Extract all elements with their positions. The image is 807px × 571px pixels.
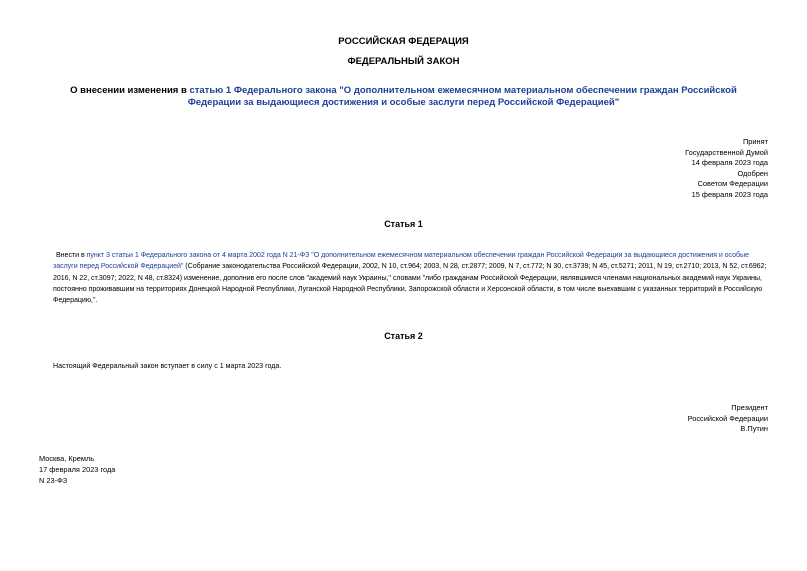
signature-line: В.Путин xyxy=(740,424,768,433)
adoption-line: Государственной Думой xyxy=(685,147,768,157)
adoption-line: 15 февраля 2023 года xyxy=(691,189,768,199)
article-1-text xyxy=(53,250,769,306)
article-1-heading: Статья 1 xyxy=(384,219,423,229)
article-1-prefix: Внести в xyxy=(56,251,87,259)
place-line: Москва, Кремль xyxy=(39,454,95,463)
adoption-line: Одобрен xyxy=(737,168,768,178)
country-heading: РОССИЙСКАЯ ФЕДЕРАЦИЯ xyxy=(338,36,469,47)
article-1-link[interactable]: пункт 3 статьи 1 Федерального закона от 4 марта 2002 года N 21-ФЗ "О дополнительном ежемесячном материальном обеспечении граждан Российской Федерации за выдающиеся достижения и особые заслуги перед Российской Федерацией" xyxy=(53,251,749,271)
article-1-rest: (Собрание законодательства Российской Федерации, 2002, N 10, ст.964; 2003, N 28, ст.2877; 2009, N 7, ст.772; N 30, ст.3739; N 45, ст.5271; 2011, N 19, ст.2710; 2013, N 52, ст.6962; 2016, N 22, ст.3097; 2022, N 48, ст.8324) изменение, дополнив его после слов "академий наук Украины," словами "либо гражданам Российской Федерации, являвшимся членами национальных академий наук Украины, постоянно проживавшим на территориях Донецкой Народной Республики, Луганской Народной Республики, Запорожской области и Херсонской области, в том числе выехавшим с указанных территорий в Российскую Федерацию,". xyxy=(53,262,767,305)
law-type-heading: ФЕДЕРАЛЬНЫЙ ЗАКОН xyxy=(347,56,460,67)
signature-line: Российской Федерации xyxy=(687,413,768,423)
law-title xyxy=(50,85,757,109)
signature-line: Президент xyxy=(731,403,768,412)
date-line: 17 февраля 2023 года xyxy=(39,465,116,474)
adoption-line: Принят xyxy=(742,137,768,146)
law-title-prefix: О внесении изменения в xyxy=(70,85,190,96)
article-2-text: Настоящий Федеральный закон вступает в силу с 1 марта 2023 года. xyxy=(53,362,282,370)
signature-block xyxy=(688,403,768,435)
place-date-block xyxy=(39,453,115,486)
law-number-line: N 23-ФЗ xyxy=(39,476,68,485)
law-title-link[interactable]: статью 1 Федерального закона "О дополнительном ежемесячном материальном обеспечении граждан Российской Федерации за выдающиеся достижения и особые заслуги перед Российской Федерацией" xyxy=(187,85,737,108)
adoption-line: 14 февраля 2023 года xyxy=(691,158,768,167)
adoption-line: Советом Федерации xyxy=(697,179,768,188)
adoption-block xyxy=(685,137,768,200)
article-2-heading: Статья 2 xyxy=(384,331,423,341)
